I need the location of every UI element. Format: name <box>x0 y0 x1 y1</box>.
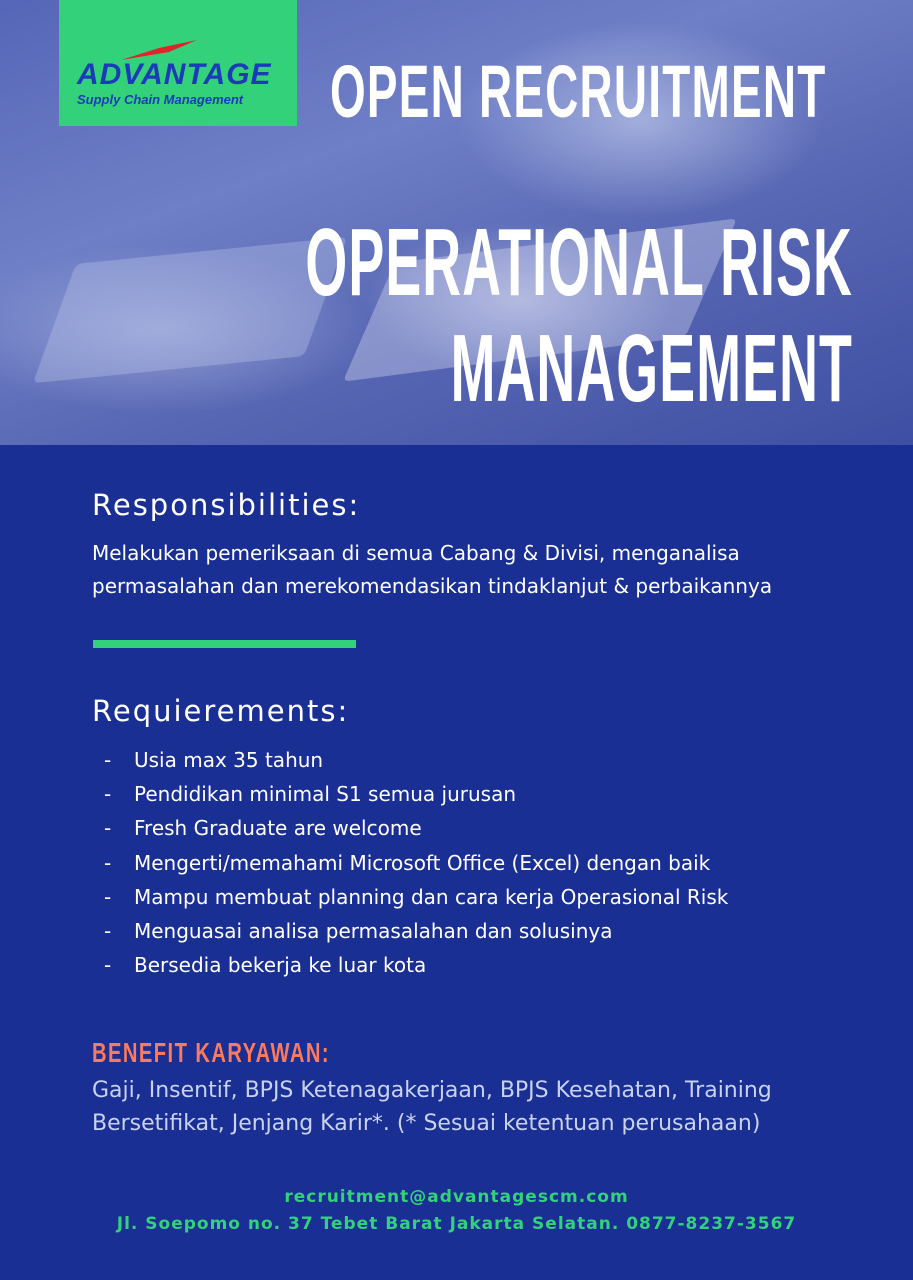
company-logo <box>59 0 297 126</box>
list-item: - Pendidikan minimal S1 semua jurusan <box>104 782 517 807</box>
job-title <box>181 210 853 422</box>
list-item: - Fresh Graduate are welcome <box>104 816 422 841</box>
responsibilities-text: Melakukan pemeriksaan di semua Cabang & Divisi, menganalisa permasalahan dan merekomendasikan tindaklanjut & perbaikannya <box>92 541 773 598</box>
benefit-heading: BENEFIT KARYAWAN: <box>92 1037 331 1068</box>
hero-photo-background <box>0 0 913 445</box>
responsibilities-heading: Responsibilities: <box>92 488 361 522</box>
logo-tagline: Supply Chain Management <box>77 92 244 107</box>
list-item: - Mampu membuat planning dan cara kerja Operasional Risk <box>104 884 729 909</box>
requirements-heading: Requierements: <box>92 694 350 728</box>
logo-wordmark: ADVANTAGE <box>77 58 272 91</box>
list-item: - Usia max 35 tahun <box>104 748 324 772</box>
list-item: - Menguasai analisa permasalahan dan solusinya <box>104 919 613 944</box>
list-item: - Mengerti/memahami Microsoft Office (Excel) dengan baik <box>104 850 711 875</box>
section-divider <box>93 640 356 648</box>
job-title-line1: OPERATIONAL RISK <box>305 209 854 316</box>
headline: OPEN RECRUITMENT <box>330 50 827 133</box>
job-title-line2: MANAGEMENT <box>450 315 853 422</box>
contact-email[interactable]: recruitment@advantagescm.com <box>284 1187 629 1207</box>
requirements-list <box>104 743 728 982</box>
list-item: - Bersedia bekerja ke luar kota <box>104 953 427 978</box>
contact-address: Jl. Soepomo no. 37 Tebet Barat Jakarta Selatan. 0877-8237-3567 <box>116 1214 797 1234</box>
benefit-text: Gaji, Insentif, BPJS Ketenagakerjaan, BPJS Kesehatan, Training Bersetifikat, Jenjang Karir*. (* Sesuai ketentuan perusahaan) <box>92 1078 772 1136</box>
